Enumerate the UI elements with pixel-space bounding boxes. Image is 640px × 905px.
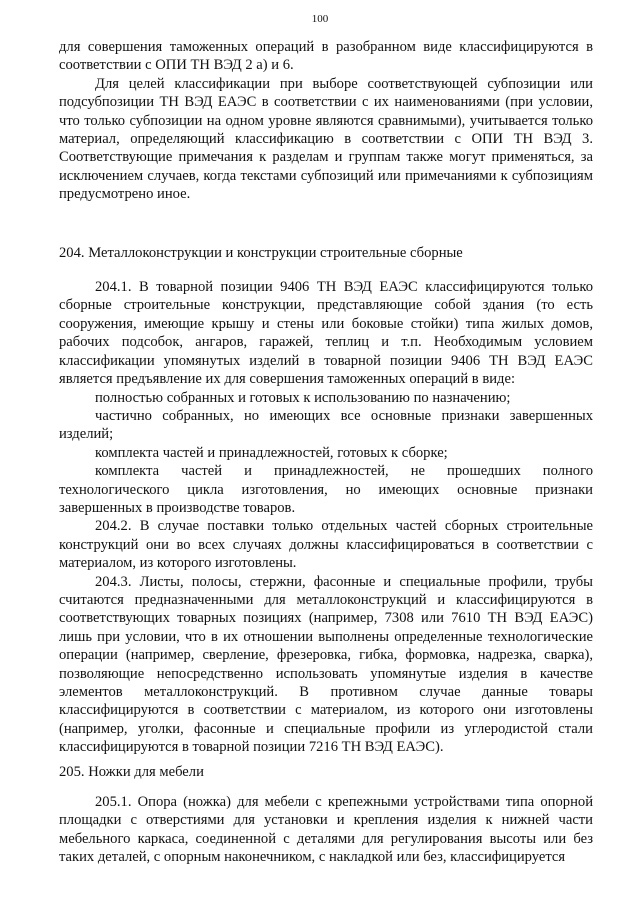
document-body bbox=[59, 38, 593, 867]
paragraph-204-3: 204.3. Листы, полосы, стержни, фасонные и специальные профили, трубы считаются предназначенными для металлоконструкций и классифицируются в соответствующих товарных позициях (например, 7308 или 7610 ТН ВЭД ЕАЭС) лишь при условии, что в их отношении выполнены определенные технологические операции (например, сверление, фрезеровка, гибка, формовка, надрезка, сварка), позволяющие непосредственно использовать упомянутые изделия в качестве элементов металлоконструкций. В противном случае данные товары классифицируются в соответствии с материалом, из которого они изготовлены (например, уголки, фасонные и специальные профили из углеродистой стали классифицируются в товарной позиции 7216 ТН ВЭД ЕАЭС). bbox=[59, 573, 593, 756]
paragraph-205-1: 205.1. Опора (ножка) для мебели с крепежными устройствами типа опорной площадки с отверстиями для установки и крепления изделия к нижней части мебельного каркаса, соединенной с деталями для регулирования высоты или без таких деталей, с опорным наконечником, с накладкой или без, классифицируется bbox=[59, 794, 593, 866]
paragraph-subposition-rule: Для целей классификации при выборе соответствующей субпозиции или подсубпозиции ТН ВЭД ЕАЭС в соответствии с их наименованиями (при условии, что только субпозиции на одном уровне являются сравнимыми), учитывается только материал, определяющий классификацию в соответствии с ОПИ ТН ВЭД 3. Соответствующие примечания к разделам и группам также могут применяться, за исключением случаев, когда текстами субпозиций или примечаниями к субпозициям предусмотрено иное. bbox=[59, 75, 593, 203]
paragraph-204-1: 204.1. В товарной позиции 9406 ТН ВЭД ЕАЭС классифицируются только сборные строительные конструкции, представляющие собой здания (то есть сооружения, имеющие крышу и стены или боковые стойки) типа жилых домов, рабочих подсобок, ангаров, гаражей, теплиц и т.п. Необходимым условием классификации упомянутых изделий в товарной позиции 9406 ТН ВЭД ЕАЭС является предъявление их для совершения таможенных операций в виде: bbox=[59, 279, 593, 388]
section-204-title: 204. Металлоконструкции и конструкции строительные сборные bbox=[59, 244, 463, 261]
list-item: комплекта частей и принадлежностей, не прошедших полного технологического цикла изготовления, но имеющих основные признаки завершенных в производстве товаров. bbox=[59, 463, 593, 516]
list-item: частично собранных, но имеющих все основные признаки завершенных изделий; bbox=[59, 407, 593, 443]
paragraph-continuation: для совершения таможенных операций в разобранном виде классифицируются в соответствии с ОПИ ТН ВЭД 2 а) и 6. bbox=[59, 39, 593, 74]
page-number: 100 bbox=[311, 13, 329, 25]
list-item: полностью собранных и готовых к использованию по назначению; bbox=[95, 389, 511, 406]
paragraph-204-2: 204.2. В случае поставки только отдельных частей сборных строительные конструкций они во всех случаях должны классифицироваться в соответствии с материалом, из которого изготовлены. bbox=[59, 518, 593, 572]
list-item: комплекта частей и принадлежностей, готовых к сборке; bbox=[95, 444, 448, 461]
section-205-title: 205. Ножки для мебели bbox=[59, 763, 204, 780]
